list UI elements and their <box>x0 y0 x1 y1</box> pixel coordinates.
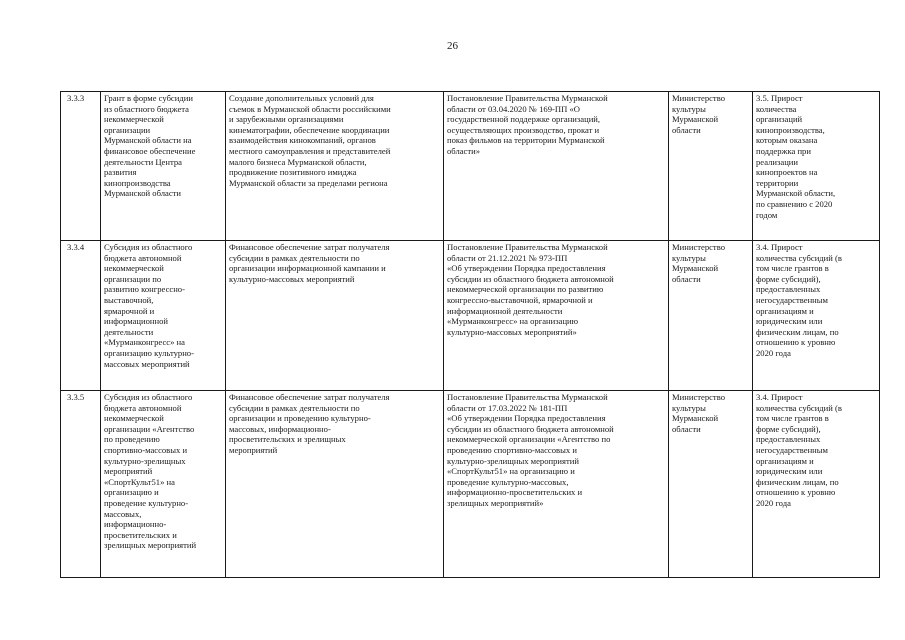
result-indicator-cell: 3.5. Прирост количества организаций кинопроизводства, которым оказана поддержка при реализации кинопроектов на территории Мурманской области, по сравнению с 2020 годом <box>753 92 880 241</box>
row-number-cell: 3.3.5 <box>61 391 101 578</box>
responsible-org-cell: Министерство культуры Мурманской области <box>669 241 753 391</box>
row-number-cell: 3.3.3 <box>61 92 101 241</box>
page-number: 26 <box>447 40 458 52</box>
measure-name-cell: Субсидия из областного бюджета автономной некоммерческой организации по развитию конгрессно- выставочной, ярмарочной и информационной деятельности «Мурманконгресс» на организацию культурно- массовых мероприятий <box>101 241 226 391</box>
result-indicator-cell: 3.4. Прирост количества субсидий (в том числе грантов в форме субсидий), предоставленных негосударственным организациям и юридическим или физическим лицам, по отношению к уровню 2020 года <box>753 391 880 578</box>
measure-goal-cell: Финансовое обеспечение затрат получателя субсидии в рамках деятельности по организации информационной кампании и культурно-массовых мероприятий <box>226 241 444 391</box>
table-row <box>61 391 880 578</box>
legal-act-cell: Постановление Правительства Мурманской области от 03.04.2020 № 169-ПП «О государственной поддержке организаций, осуществляющих производство, прокат и показ фильмов на территории Мурманской области» <box>444 92 669 241</box>
measure-goal-cell: Создание дополнительных условий для съемок в Мурманской области российскими и зарубежными организациями кинематографии, обеспечение координации взаимодействия кинокомпаний, органов местного самоуправления и представителей малого бизнеса Мурманской области, продвижение позитивного имиджа Мурманской области за пределами региона <box>226 92 444 241</box>
result-indicator-cell: 3.4. Прирост количества субсидий (в том числе грантов в форме субсидий), предоставленных негосударственным организациям и юридическим или физическим лицам, по отношению к уровню 2020 года <box>753 241 880 391</box>
table-row <box>61 92 880 241</box>
responsible-org-cell: Министерство культуры Мурманской области <box>669 391 753 578</box>
responsible-org-cell: Министерство культуры Мурманской области <box>669 92 753 241</box>
measures-table <box>60 91 880 578</box>
measure-goal-cell: Финансовое обеспечение затрат получателя субсидии в рамках деятельности по организации и проведению культурно- массовых, информационно- просветительских и зрелищных мероприятий <box>226 391 444 578</box>
measure-name-cell: Грант в форме субсидии из областного бюджета некоммерческой организации Мурманской области на финансовое обеспечение деятельности Центра развития кинопроизводства Мурманской области <box>101 92 226 241</box>
measure-name-cell: Субсидия из областного бюджета автономной некоммерческой организации «Агентство по проведению спортивно-массовых и культурно-зрелищных мероприятий «СпортКульт51» на организацию и проведение культурно- массовых, информационно- просветительских и зрелищных мероприятий <box>101 391 226 578</box>
row-number-cell: 3.3.4 <box>61 241 101 391</box>
legal-act-cell: Постановление Правительства Мурманской области от 21.12.2021 № 973-ПП «Об утверждении Порядка предоставления субсидии из областного бюджета автономной некоммерческой организации по развитию конгрессно-выставочной, ярмарочной и информационной деятельности «Мурманконгресс» на организацию культурно-массовых мероприятий» <box>444 241 669 391</box>
table-row <box>61 241 880 391</box>
legal-act-cell: Постановление Правительства Мурманской области от 17.03.2022 № 181-ПП «Об утверждении Порядка предоставления субсидии из областного бюджета автономной некоммерческой организации «Агентство по проведению спортивно-массовых и культурно-зрелищных мероприятий «СпортКульт51» на организацию и проведение культурно-массовых, информационно-просветительских и зрелищных мероприятий» <box>444 391 669 578</box>
